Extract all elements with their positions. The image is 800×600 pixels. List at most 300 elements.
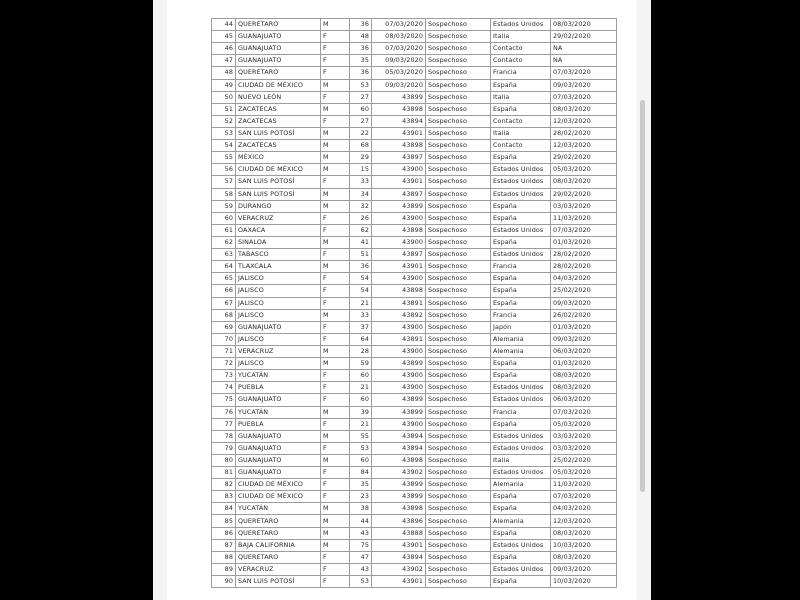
cases-table	[211, 18, 617, 588]
onset-date-cell: 43901	[372, 127, 426, 139]
onset-date-cell: 43900	[372, 273, 426, 285]
sex-cell: M	[321, 345, 350, 357]
status-cell: Sospechoso	[426, 297, 491, 309]
origin-cell: Alemania	[491, 479, 551, 491]
age-cell: 39	[350, 406, 372, 418]
arrival-date-cell: 04/03/2020	[551, 503, 617, 515]
case-number: 68	[212, 309, 236, 321]
state-cell: SAN LUIS POTOSÍ	[236, 176, 321, 188]
case-number: 75	[212, 394, 236, 406]
arrival-date-cell: 05/03/2020	[551, 467, 617, 479]
case-number: 45	[212, 31, 236, 43]
age-cell: 32	[350, 200, 372, 212]
case-number: 87	[212, 539, 236, 551]
state-cell: YUCATÁN	[236, 406, 321, 418]
state-cell: JALISCO	[236, 297, 321, 309]
status-cell: Sospechoso	[426, 442, 491, 454]
table-row	[212, 103, 617, 115]
onset-date-cell: 43902	[372, 467, 426, 479]
state-cell: JALISCO	[236, 309, 321, 321]
arrival-date-cell: 12/03/2020	[551, 115, 617, 127]
origin-cell: Francia	[491, 67, 551, 79]
table-row	[212, 19, 617, 31]
origin-cell: España	[491, 551, 551, 563]
sex-cell: F	[321, 370, 350, 382]
table-body	[212, 19, 617, 588]
status-cell: Sospechoso	[426, 430, 491, 442]
onset-date-cell: 43894	[372, 551, 426, 563]
table-row	[212, 430, 617, 442]
table-row	[212, 297, 617, 309]
document-page	[167, 0, 637, 600]
state-cell: QUERETARO	[236, 515, 321, 527]
origin-cell: España	[491, 418, 551, 430]
table-row	[212, 333, 617, 345]
table-row	[212, 127, 617, 139]
case-number: 81	[212, 467, 236, 479]
case-number: 70	[212, 333, 236, 345]
table-row	[212, 551, 617, 563]
state-cell: BAJA CALIFORNIA	[236, 539, 321, 551]
arrival-date-cell: 04/03/2020	[551, 273, 617, 285]
onset-date-cell: 43894	[372, 442, 426, 454]
onset-date-cell: 43900	[372, 370, 426, 382]
case-number: 48	[212, 67, 236, 79]
onset-date-cell: 09/03/2020	[372, 55, 426, 67]
arrival-date-cell: 10/03/2020	[551, 539, 617, 551]
status-cell: Sospechoso	[426, 551, 491, 563]
age-cell: 59	[350, 358, 372, 370]
origin-cell: Italia	[491, 454, 551, 466]
state-cell: PUEBLA	[236, 382, 321, 394]
age-cell: 53	[350, 79, 372, 91]
table-row	[212, 140, 617, 152]
onset-date-cell: 43899	[372, 394, 426, 406]
sex-cell: M	[321, 152, 350, 164]
origin-cell: Estados Unidos	[491, 563, 551, 575]
status-cell: Sospechoso	[426, 333, 491, 345]
origin-cell: Italia	[491, 127, 551, 139]
origin-cell: Japón	[491, 321, 551, 333]
case-number: 73	[212, 370, 236, 382]
state-cell: ZACATECAS	[236, 103, 321, 115]
state-cell: MÉXICO	[236, 152, 321, 164]
sex-cell: M	[321, 503, 350, 515]
onset-date-cell: 43899	[372, 491, 426, 503]
sex-cell: F	[321, 67, 350, 79]
status-cell: Sospechoso	[426, 370, 491, 382]
arrival-date-cell: 03/03/2020	[551, 430, 617, 442]
table-row	[212, 491, 617, 503]
state-cell: ZACATECAS	[236, 140, 321, 152]
onset-date-cell: 43897	[372, 152, 426, 164]
onset-date-cell: 43891	[372, 297, 426, 309]
age-cell: 21	[350, 418, 372, 430]
case-number: 49	[212, 79, 236, 91]
case-number: 56	[212, 164, 236, 176]
origin-cell: Estados Unidos	[491, 539, 551, 551]
status-cell: Sospechoso	[426, 43, 491, 55]
sex-cell: M	[321, 103, 350, 115]
origin-cell: Estados Unidos	[491, 19, 551, 31]
onset-date-cell: 43900	[372, 321, 426, 333]
arrival-date-cell: 25/02/2020	[551, 454, 617, 466]
case-number: 57	[212, 176, 236, 188]
table-row	[212, 79, 617, 91]
sex-cell: M	[321, 430, 350, 442]
age-cell: 15	[350, 164, 372, 176]
case-number: 74	[212, 382, 236, 394]
status-cell: Sospechoso	[426, 503, 491, 515]
status-cell: Sospechoso	[426, 164, 491, 176]
onset-date-cell: 43900	[372, 236, 426, 248]
sex-cell: F	[321, 491, 350, 503]
case-number: 53	[212, 127, 236, 139]
state-cell: CIUDAD DE MÉXICO	[236, 479, 321, 491]
sex-cell: F	[321, 551, 350, 563]
onset-date-cell: 43891	[372, 333, 426, 345]
case-number: 44	[212, 19, 236, 31]
table-row	[212, 394, 617, 406]
status-cell: Sospechoso	[426, 454, 491, 466]
onset-date-cell: 08/03/2020	[372, 31, 426, 43]
table-row	[212, 321, 617, 333]
origin-cell: Alemania	[491, 345, 551, 357]
sex-cell: M	[321, 19, 350, 31]
table-row	[212, 515, 617, 527]
onset-date-cell: 43900	[372, 418, 426, 430]
arrival-date-cell: 06/03/2020	[551, 394, 617, 406]
age-cell: 29	[350, 152, 372, 164]
status-cell: Sospechoso	[426, 321, 491, 333]
table-row	[212, 527, 617, 539]
status-cell: Sospechoso	[426, 200, 491, 212]
age-cell: 54	[350, 285, 372, 297]
table-row	[212, 539, 617, 551]
state-cell: QUERETARO	[236, 67, 321, 79]
arrival-date-cell: 08/03/2020	[551, 103, 617, 115]
arrival-date-cell: 08/03/2020	[551, 176, 617, 188]
case-number: 84	[212, 503, 236, 515]
age-cell: 48	[350, 31, 372, 43]
status-cell: Sospechoso	[426, 406, 491, 418]
age-cell: 35	[350, 55, 372, 67]
age-cell: 43	[350, 527, 372, 539]
arrival-date-cell: 09/03/2020	[551, 297, 617, 309]
arrival-date-cell: 11/03/2020	[551, 479, 617, 491]
status-cell: Sospechoso	[426, 79, 491, 91]
table-row	[212, 91, 617, 103]
sex-cell: F	[321, 467, 350, 479]
case-number: 55	[212, 152, 236, 164]
case-number: 77	[212, 418, 236, 430]
table-row	[212, 442, 617, 454]
onset-date-cell: 43899	[372, 200, 426, 212]
status-cell: Sospechoso	[426, 576, 491, 588]
origin-cell: España	[491, 491, 551, 503]
onset-date-cell: 43899	[372, 91, 426, 103]
case-number: 46	[212, 43, 236, 55]
sex-cell: M	[321, 164, 350, 176]
arrival-date-cell: 29/02/2020	[551, 188, 617, 200]
onset-date-cell: 43899	[372, 406, 426, 418]
state-cell: VERACRUZ	[236, 212, 321, 224]
origin-cell: España	[491, 236, 551, 248]
state-cell: QUERETARO	[236, 551, 321, 563]
onset-date-cell: 43898	[372, 140, 426, 152]
onset-date-cell: 43900	[372, 212, 426, 224]
state-cell: GUANAJUATO	[236, 321, 321, 333]
sex-cell: F	[321, 321, 350, 333]
state-cell: CIUDAD DE MÉXICO	[236, 164, 321, 176]
arrival-date-cell: 12/03/2020	[551, 140, 617, 152]
age-cell: 64	[350, 333, 372, 345]
case-number: 51	[212, 103, 236, 115]
table-row	[212, 309, 617, 321]
table-row	[212, 67, 617, 79]
state-cell: GUANAJUATO	[236, 394, 321, 406]
arrival-date-cell: 08/03/2020	[551, 527, 617, 539]
onset-date-cell: 09/03/2020	[372, 79, 426, 91]
status-cell: Sospechoso	[426, 345, 491, 357]
arrival-date-cell: 09/03/2020	[551, 79, 617, 91]
origin-cell: Contacto	[491, 43, 551, 55]
arrival-date-cell: 12/03/2020	[551, 515, 617, 527]
state-cell: GUANAJUATO	[236, 43, 321, 55]
sex-cell: F	[321, 249, 350, 261]
sex-cell: M	[321, 309, 350, 321]
table-row	[212, 273, 617, 285]
onset-date-cell: 43900	[372, 164, 426, 176]
status-cell: Sospechoso	[426, 273, 491, 285]
age-cell: 36	[350, 261, 372, 273]
table-row	[212, 200, 617, 212]
case-number: 60	[212, 212, 236, 224]
arrival-date-cell: 03/03/2020	[551, 200, 617, 212]
state-cell: CIUDAD DE MÉXICO	[236, 79, 321, 91]
origin-cell: Francia	[491, 309, 551, 321]
age-cell: 84	[350, 467, 372, 479]
status-cell: Sospechoso	[426, 285, 491, 297]
origin-cell: Estados Unidos	[491, 176, 551, 188]
case-number: 72	[212, 358, 236, 370]
status-cell: Sospechoso	[426, 467, 491, 479]
table-row	[212, 418, 617, 430]
case-number: 66	[212, 285, 236, 297]
origin-cell: Estados Unidos	[491, 430, 551, 442]
sex-cell: M	[321, 358, 350, 370]
case-number: 52	[212, 115, 236, 127]
onset-date-cell: 43898	[372, 103, 426, 115]
table-row	[212, 176, 617, 188]
arrival-date-cell: 05/03/2020	[551, 418, 617, 430]
table-row	[212, 467, 617, 479]
onset-date-cell: 43899	[372, 479, 426, 491]
onset-date-cell: 43894	[372, 430, 426, 442]
case-number: 78	[212, 430, 236, 442]
onset-date-cell: 43896	[372, 515, 426, 527]
age-cell: 62	[350, 224, 372, 236]
status-cell: Sospechoso	[426, 91, 491, 103]
state-cell: GUANAJUATO	[236, 430, 321, 442]
state-cell: DURANGO	[236, 200, 321, 212]
case-number: 58	[212, 188, 236, 200]
origin-cell: España	[491, 79, 551, 91]
case-number: 79	[212, 442, 236, 454]
arrival-date-cell: 08/03/2020	[551, 551, 617, 563]
onset-date-cell: 43900	[372, 345, 426, 357]
case-number: 86	[212, 527, 236, 539]
origin-cell: España	[491, 200, 551, 212]
arrival-date-cell: 25/02/2020	[551, 285, 617, 297]
status-cell: Sospechoso	[426, 479, 491, 491]
origin-cell: Alemania	[491, 515, 551, 527]
scrollbar[interactable]	[640, 100, 645, 492]
status-cell: Sospechoso	[426, 261, 491, 273]
onset-date-cell: 07/03/2020	[372, 19, 426, 31]
origin-cell: Estados Unidos	[491, 188, 551, 200]
status-cell: Sospechoso	[426, 152, 491, 164]
status-cell: Sospechoso	[426, 358, 491, 370]
case-number: 89	[212, 563, 236, 575]
case-number: 90	[212, 576, 236, 588]
state-cell: GUANAJUATO	[236, 454, 321, 466]
onset-date-cell: 07/03/2020	[372, 43, 426, 55]
table-row	[212, 370, 617, 382]
onset-date-cell: 43901	[372, 176, 426, 188]
case-number: 63	[212, 249, 236, 261]
arrival-date-cell: 09/03/2020	[551, 333, 617, 345]
table-row	[212, 382, 617, 394]
document-viewer	[153, 0, 651, 600]
origin-cell: España	[491, 358, 551, 370]
status-cell: Sospechoso	[426, 140, 491, 152]
status-cell: Sospechoso	[426, 103, 491, 115]
onset-date-cell: 43898	[372, 503, 426, 515]
sex-cell: M	[321, 527, 350, 539]
state-cell: YUCATÁN	[236, 503, 321, 515]
origin-cell: Francia	[491, 406, 551, 418]
origin-cell: Estados Unidos	[491, 394, 551, 406]
sex-cell: F	[321, 115, 350, 127]
age-cell: 21	[350, 382, 372, 394]
sex-cell: F	[321, 382, 350, 394]
origin-cell: Italia	[491, 91, 551, 103]
case-number: 64	[212, 261, 236, 273]
case-number: 59	[212, 200, 236, 212]
case-number: 54	[212, 140, 236, 152]
state-cell: GUANAJUATO	[236, 467, 321, 479]
age-cell: 51	[350, 249, 372, 261]
table-row	[212, 249, 617, 261]
case-number: 69	[212, 321, 236, 333]
origin-cell: España	[491, 103, 551, 115]
case-number: 80	[212, 454, 236, 466]
state-cell: JALISCO	[236, 333, 321, 345]
arrival-date-cell: 03/03/2020	[551, 442, 617, 454]
sex-cell: F	[321, 212, 350, 224]
state-cell: QUERETARO	[236, 19, 321, 31]
status-cell: Sospechoso	[426, 249, 491, 261]
state-cell: JALISCO	[236, 285, 321, 297]
table-row	[212, 358, 617, 370]
origin-cell: Contacto	[491, 140, 551, 152]
age-cell: 55	[350, 430, 372, 442]
sex-cell: F	[321, 442, 350, 454]
table-row	[212, 576, 617, 588]
status-cell: Sospechoso	[426, 394, 491, 406]
arrival-date-cell: 07/03/2020	[551, 91, 617, 103]
age-cell: 44	[350, 515, 372, 527]
sex-cell: F	[321, 176, 350, 188]
state-cell: CIUDAD DE MÉXICO	[236, 491, 321, 503]
age-cell: 36	[350, 67, 372, 79]
arrival-date-cell: 11/03/2020	[551, 212, 617, 224]
status-cell: Sospechoso	[426, 188, 491, 200]
age-cell: 60	[350, 103, 372, 115]
arrival-date-cell: 29/02/2020	[551, 152, 617, 164]
origin-cell: Estados Unidos	[491, 224, 551, 236]
state-cell: VERACRUZ	[236, 563, 321, 575]
origin-cell: Italia	[491, 31, 551, 43]
sex-cell: F	[321, 297, 350, 309]
arrival-date-cell: NA	[551, 43, 617, 55]
onset-date-cell: 43901	[372, 539, 426, 551]
sex-cell: M	[321, 236, 350, 248]
state-cell: GUANAJUATO	[236, 55, 321, 67]
sex-cell: M	[321, 515, 350, 527]
arrival-date-cell: 28/02/2020	[551, 127, 617, 139]
sex-cell: F	[321, 479, 350, 491]
table-row	[212, 31, 617, 43]
state-cell: YUCATÁN	[236, 370, 321, 382]
arrival-date-cell: 06/03/2020	[551, 345, 617, 357]
origin-cell: España	[491, 503, 551, 515]
table-row	[212, 115, 617, 127]
sex-cell: M	[321, 188, 350, 200]
status-cell: Sospechoso	[426, 236, 491, 248]
origin-cell: Contacto	[491, 55, 551, 67]
age-cell: 33	[350, 176, 372, 188]
age-cell: 38	[350, 503, 372, 515]
onset-date-cell: 43897	[372, 188, 426, 200]
origin-cell: España	[491, 285, 551, 297]
status-cell: Sospechoso	[426, 19, 491, 31]
case-number: 85	[212, 515, 236, 527]
origin-cell: España	[491, 297, 551, 309]
case-number: 62	[212, 236, 236, 248]
sex-cell: F	[321, 576, 350, 588]
age-cell: 43	[350, 563, 372, 575]
table-row	[212, 55, 617, 67]
origin-cell: Estados Unidos	[491, 164, 551, 176]
arrival-date-cell: 05/03/2020	[551, 164, 617, 176]
origin-cell: Alemania	[491, 333, 551, 345]
age-cell: 41	[350, 236, 372, 248]
sex-cell: F	[321, 91, 350, 103]
status-cell: Sospechoso	[426, 418, 491, 430]
onset-date-cell: 43894	[372, 115, 426, 127]
onset-date-cell: 43902	[372, 563, 426, 575]
arrival-date-cell: 08/03/2020	[551, 19, 617, 31]
arrival-date-cell: 07/03/2020	[551, 224, 617, 236]
age-cell: 54	[350, 273, 372, 285]
age-cell: 27	[350, 91, 372, 103]
case-number: 65	[212, 273, 236, 285]
sex-cell: F	[321, 563, 350, 575]
origin-cell: España	[491, 152, 551, 164]
status-cell: Sospechoso	[426, 212, 491, 224]
